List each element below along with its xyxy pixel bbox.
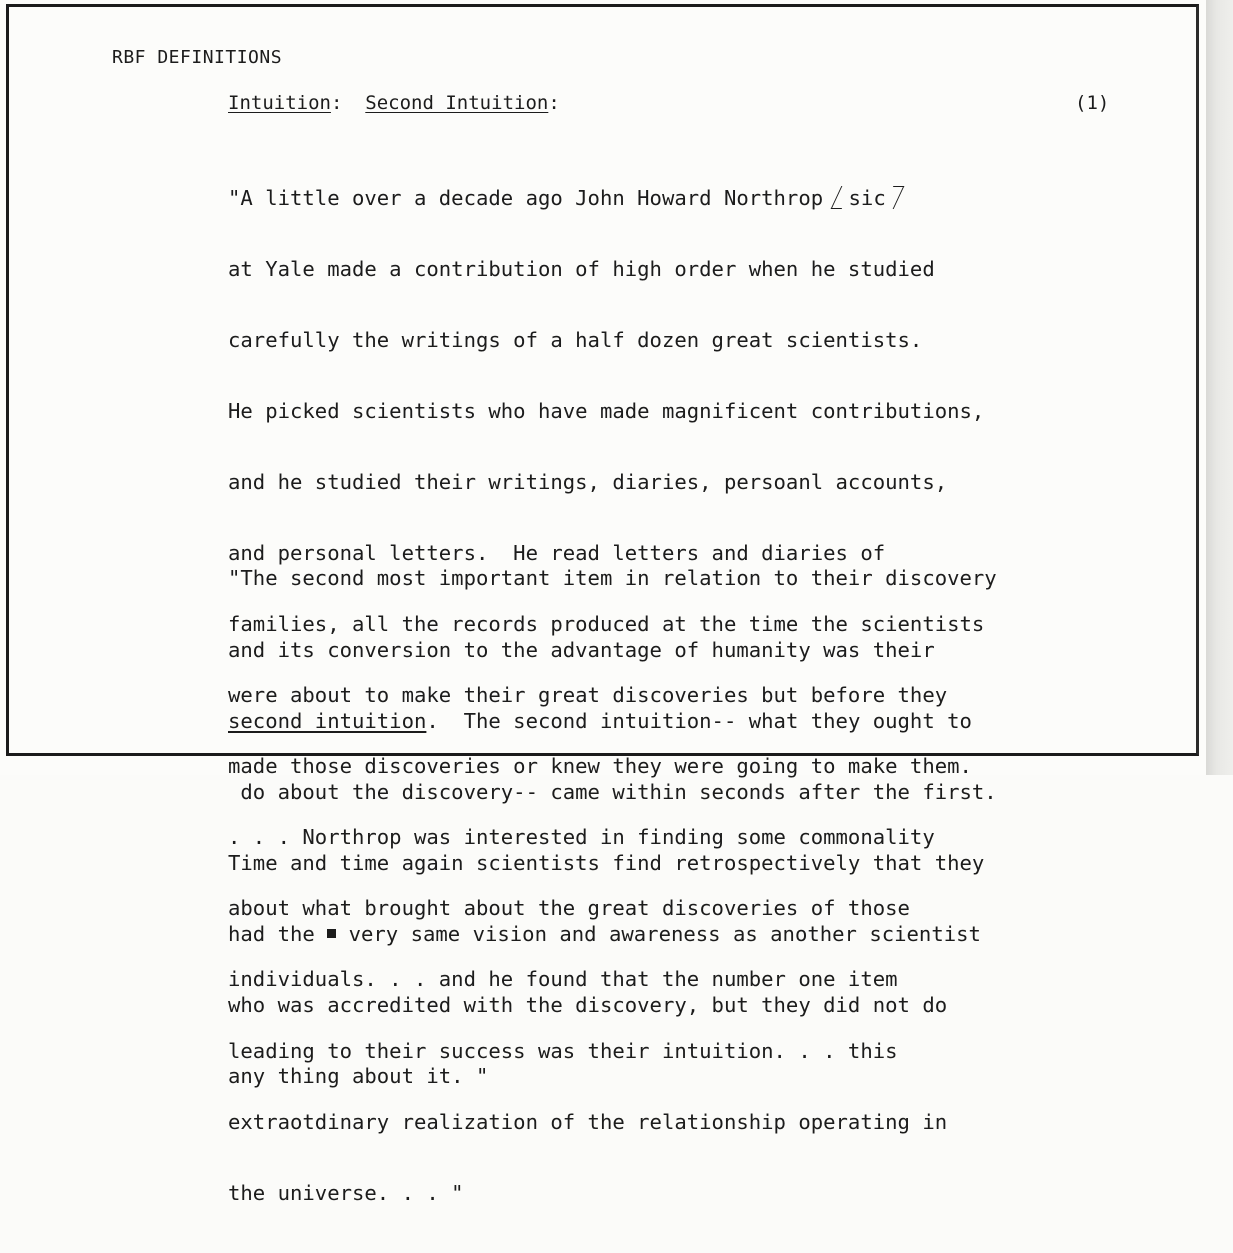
quote-line: . . . Northrop was interested in finding some commonality [228,825,935,850]
heading-term: Intuition [228,92,331,114]
heading-separator: : [330,92,343,114]
quote-line: at Yale made a contribution of high order when he studied [228,256,935,281]
quote-line [228,186,984,210]
quote-line: made those discoveries or knew they were going to make them. [228,754,972,779]
quote-line: extraotdinary realization of the relationship operating in [228,1109,948,1134]
underlined-term: second intuition [228,708,427,733]
definition-heading [228,92,560,114]
quote-line: "The second most important item in relation to their discovery [228,566,997,591]
heading-suffix: : [548,92,560,114]
quote-line: leading to their success was their intuition. . . this [228,1038,898,1063]
quote-line: and its conversion to the advantage of humanity was their [228,637,935,662]
quote-line-text: . The second intuition-- what they ought to [426,708,972,733]
quote-line: and he studied their writings, diaries, persoanl accounts, [228,469,948,494]
quote-line [228,923,997,947]
quote-line: who was accredited with the discovery, but they did not do [228,992,948,1017]
sic-annotation [836,186,899,211]
quote-line: He picked scientists who have made magnificent contributions, [228,398,985,423]
quote-paragraph-2 [228,520,997,1136]
quote-line [228,710,997,734]
scan-margin [1206,0,1233,775]
quote-line: were about to make their great discoveries but before they [228,683,948,708]
quote-line: any thing about it. " [228,1064,489,1089]
quote-line: about what brought about the great discoveries of those [228,896,910,921]
document-header: RBF DEFINITIONS [112,47,283,68]
quote-line-text: had the [228,921,328,946]
heading-subterm: Second Intuition [365,92,549,114]
quote-line: Time and time again scientists find retrospectively that they [228,850,985,875]
quote-line: individuals. . . and he found that the number one item [228,967,898,992]
quote-line: do about the discovery-- came within seconds after the first. [228,779,997,804]
quote-line: families, all the records produced at the time the scientists [228,611,985,636]
quote-line-text: "A little over a decade ago John Howard Northrop [228,186,836,211]
page-number: (1) [1075,92,1110,114]
strikeout-blot-icon [327,929,336,938]
quote-line: and personal letters. He read letters and diaries of [228,540,886,565]
quote-line: carefully the writings of a half dozen great scientists. [228,327,923,352]
quote-line-text: very same vision and awareness as another scientist [336,921,981,946]
sic-text: sic [848,186,886,211]
quote-line: the universe. . . " [228,1180,464,1205]
